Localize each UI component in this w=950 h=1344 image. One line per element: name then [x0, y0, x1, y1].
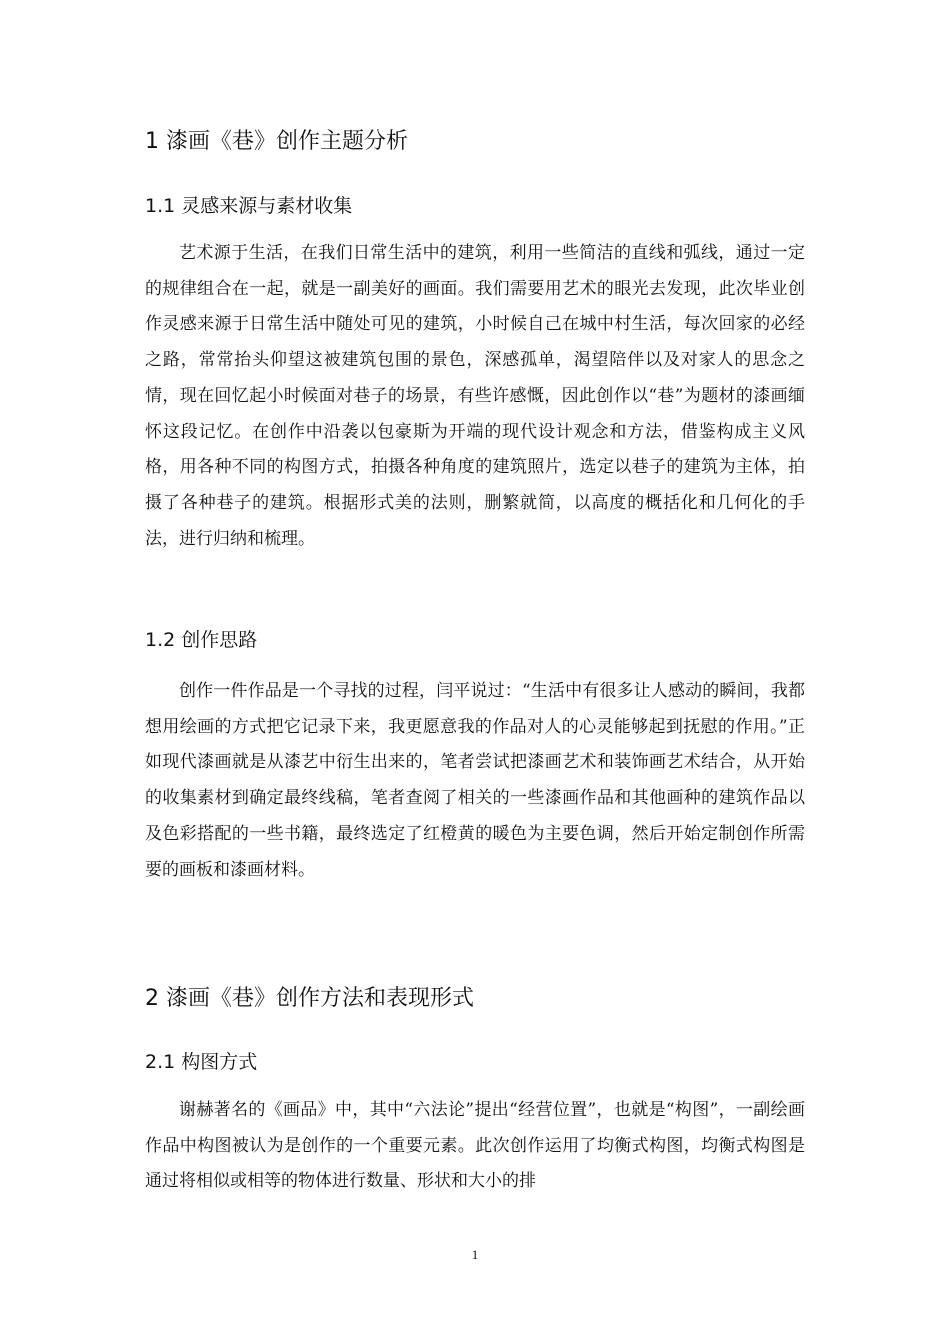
paragraph-2-1: 谢赫著名的《画品》中，其中“六法论”提出“经营位置”，也就是“构图”，一副绘画作品中构图被认为是创作的一个重要元素。此次创作运用了均衡式构图，均衡式构图是通过将相似或相等的物体进行数量、形状和大小的排 — [145, 1100, 805, 1192]
paragraph-1-1: 艺术源于生活，在我们日常生活中的建筑，利用一些简洁的直线和弧线，通过一定的规律组合在一起，就是一副美好的画面。我们需要用艺术的眼光去发现，此次毕业创作灵感来源于日常生活中随处可见的建筑，小时候自己在城中村生活，每次回家的必经之路，常常抬头仰望这被建筑包围的景色，深感孤单，渴望陪伴以及对家人的思念之情，现在回忆起小时候面对巷子的场景，有些许感慨，因此创作以“巷”为题材的漆画缅怀这段记忆。在创作中沿袭以包豪斯为开端的现代设计观念和方法，借鉴构成主义风格，用各种不同的构图方式，拍摄各种角度的建筑照片，选定以巷子的建筑为主体，拍摄了各种巷子的建筑。根据形式美的法则，删繁就简，以高度的概括化和几何化的手法，进行归纳和梳理。 — [145, 243, 805, 549]
subsection-heading-1-1: 1.1 灵感来源与素材收集 — [145, 195, 353, 217]
page-number: 1 — [471, 1247, 479, 1262]
paragraph-1-2: 创作一件作品是一个寻找的过程，闫平说过：“生活中有很多让人感动的瞬间，我都想用绘画的方式把它记录下来，我更愿意我的作品对人的心灵能够起到抚慰的作用。”正如现代漆画就是从漆艺中衍生出来的，笔者尝试把漆画艺术和装饰画艺术结合，从开始的收集素材到确定最终线稿，笔者查阅了相关的一些漆画作品和其他画种的建筑作品以及色彩搭配的一些书籍，最终选定了红橙黄的暖色为主要色调，然后开始定制创作所需要的画板和漆画材料。 — [145, 681, 805, 880]
subsection-heading-1-2: 1.2 创作思路 — [145, 629, 258, 651]
section-heading-1: 1 漆画《巷》创作主题分析 — [145, 129, 408, 154]
subsection-heading-2-1: 2.1 构图方式 — [145, 1051, 258, 1073]
section-heading-2: 2 漆画《巷》创作方法和表现形式 — [145, 986, 474, 1011]
